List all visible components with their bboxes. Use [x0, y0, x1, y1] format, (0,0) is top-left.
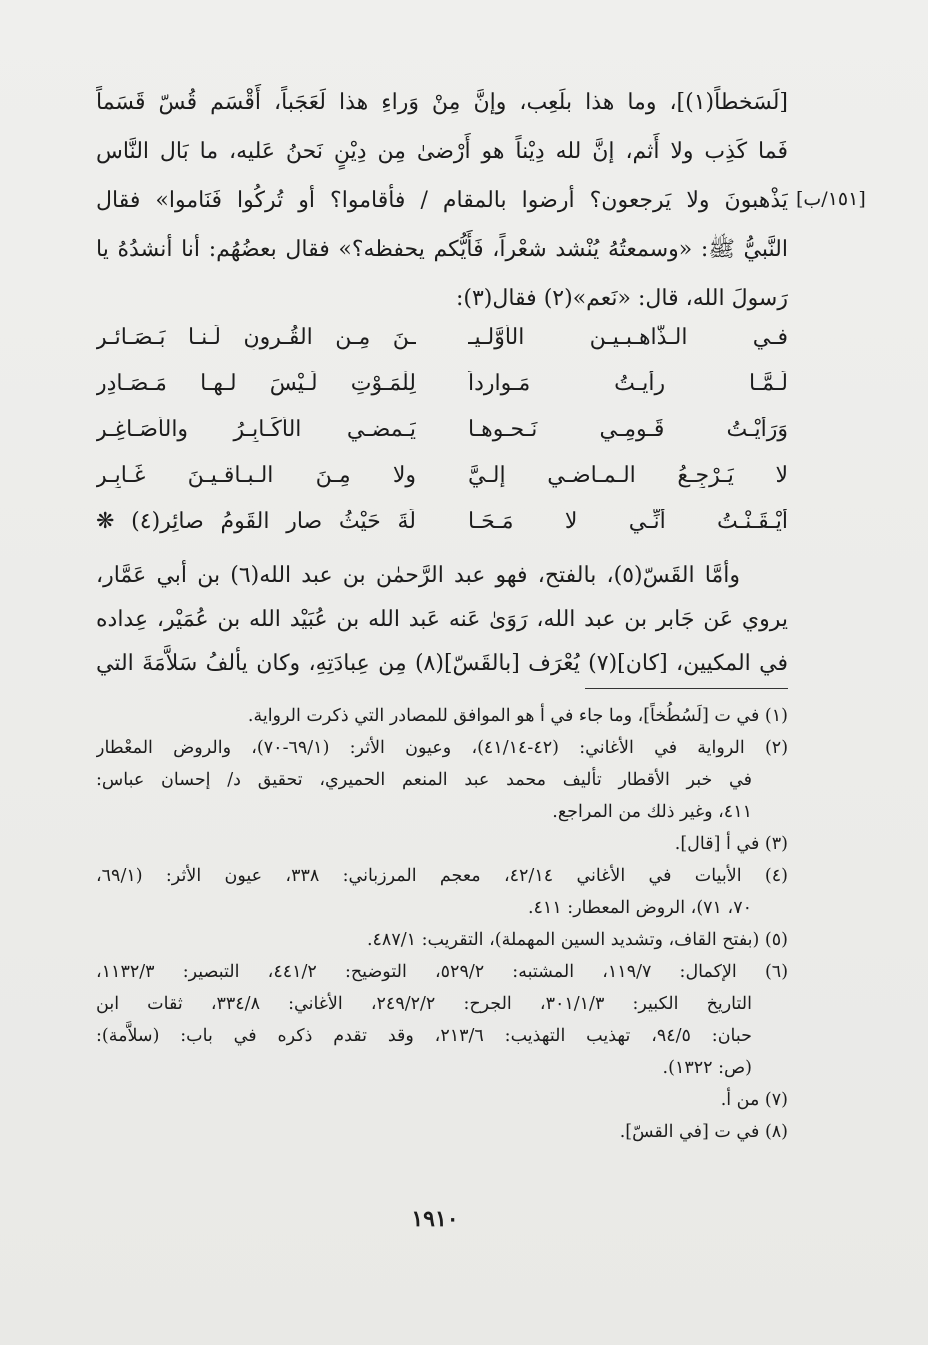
footnote-line: التاريخ الكبير: ٣٠١/١/٣، الجرح: ٢٤٩/٢/٢، الأغاني: ٣٣٤/٨، ثقات ابن [96, 994, 752, 1014]
verse-second-hemistich: لِلْمَـوْتِ لَـيْسَ لـهـا مَـصَـادِر [96, 370, 416, 396]
footnote [96, 924, 788, 956]
footnote-line: (٧) من أ. [720, 1090, 788, 1110]
footnote-line: (١) في ت [لَسُطُخاً]، وما جاء في أ هو الموافق للمصادر التي ذكرت الرواية. [247, 706, 788, 726]
poem-verses [96, 314, 788, 544]
verse-first-hemistich: لا يَـرْجِـعُ الـمـاضـي إلـيَّ [468, 462, 788, 488]
body-line: يَذْهبونَ ولا يَرجعون؟ أرضوا بالمقام / فأقاموا؟ أو تُركُوا فَنَاموا» فقال [96, 188, 788, 213]
verse [96, 360, 788, 406]
footnote-line: حبان: ٩٤/٥، تهذيب التهذيب: ٢١٣/٦، وقد تقدم ذكره في باب: (سلاَّمة): [96, 1026, 752, 1046]
body-line: النَّبيُّ ﷺ: «وسمعتُهُ يُنْشد شعْراً، فَأَيُّكم يحفظه؟» فقال بعضُهُم: أنا أنشدُهُ يا [96, 237, 788, 262]
footnote-line: (٢) الرواية في الأغاني: (٤٢-٤١/١٤)، وعيون الأثر: (٦٩/١-٧٠)، والروض المعْطار [96, 738, 788, 758]
verse-second-hemistich: ـنَ مِـن القُـرونِ لَـنـا بَـصَـائـر [96, 324, 416, 350]
manuscript-folio-reference: [١٥١/ب] [796, 188, 866, 210]
footnote-line: في خبر الأقطار تأليف محمد عبد المنعم الحميري، تحقيق د/ إحسان عباس: [96, 770, 752, 790]
verse-first-hemistich: فـي الـذَّاهـبـيـن الأوَّلـيـ [468, 324, 788, 350]
verse-first-hemistich: لَـمَّـا رأيـتُ مَـوارِداً [468, 370, 788, 396]
biography-paragraph [96, 554, 788, 686]
footnote [96, 700, 788, 732]
footnote [96, 828, 788, 860]
verse [96, 498, 788, 544]
verse [96, 314, 788, 360]
verse [96, 452, 788, 498]
footnote-line: ٧٠، ٧١)، الروض المعطار: ٤١١. [527, 898, 752, 918]
footnote [96, 860, 788, 924]
verse-first-hemistich: أيْـقَـنْـتُ أنِّـي لا مَـحَـا [468, 508, 788, 534]
body-line: فَما كَذِب ولا أَثم، إنَّ لله دِيْناً هو أَرْضىٰ مِن دِيْنٍ نَحنُ عَليه، ما بَال النَّاس [96, 139, 788, 164]
body-line: في المكيين، [كان](٧) يُعْرَف [بالقَسّ](٨) مِن عِبادَتِهِ، وكان يألفُ سَلاَّمَةَ التي [96, 651, 788, 676]
footnote-line: (٦) الإكمال: ١١٩/٧، المشتبه: ٥٢٩/٢، التوضيح: ٤٤١/٢، التبصير: ١١٣٢/٣، [96, 962, 788, 982]
footnote [96, 956, 788, 1084]
footnote [96, 1084, 788, 1116]
body-line: وأمَّا القَسّ(٥)، بالفتح، فهو عبد الرَّحمٰن بن عبد الله(٦) بن أبي عَمَّار، [96, 563, 741, 588]
footnote-line: (ص: ١٣٢٢). [662, 1058, 752, 1078]
verse-second-hemistich: لَةَ حَيْثُ صار القَومُ صائِر(٤) ❋ [96, 508, 416, 534]
body-line: رَسولَ الله، قال: «نَعم»(٢) فقال(٣): [455, 286, 788, 311]
body-line: [لَسَخطاً(١)]، وما هذا بلَعِب، وإنَّ مِنْ وَراءِ هذا لَعَجَباً، أَقْسَم قُسّ قَسَماً [96, 90, 788, 115]
verse-second-hemistich: ولا مِـنَ الـبـاقـيـنَ غَـابِـر [96, 462, 416, 488]
footnote-line: (٥) (بفتح القاف، وتشديد السين المهملة)، التقريب: ٤٨٧/١. [366, 930, 788, 950]
footnote [96, 732, 788, 828]
footnotes [96, 700, 788, 1148]
footnote-line: (٤) الأبيات في الأغاني ٤٢/١٤، معجم المرزباني: ٣٣٨، عيون الأثر: (٦٩/١، [96, 866, 788, 886]
footnote-separator [585, 688, 788, 689]
footnote-line: ٤١١، وغير ذلك من المراجع. [552, 802, 752, 822]
footnote-line: (٨) في ت [في القسّ]. [619, 1122, 788, 1142]
page-number: ١٩١٠ [411, 1206, 459, 1232]
body-text [96, 78, 788, 323]
footnote [96, 1116, 788, 1148]
verse [96, 406, 788, 452]
verse-second-hemistich: يَـمضـي الأكَـابِـرُ والأصَـاغِـر [96, 416, 416, 442]
footnote-line: (٣) في أ [قال]. [674, 834, 788, 854]
verse-first-hemistich: وَرَأيْـتُ قَـومِـي نَـحـوهـا [468, 416, 788, 442]
body-line: يروي عَن جَابر بن عبد الله، رَوَىٰ عَنه عَبد الله بن عُبَيْد الله بن عُمَيْر، عِداده [96, 607, 788, 632]
